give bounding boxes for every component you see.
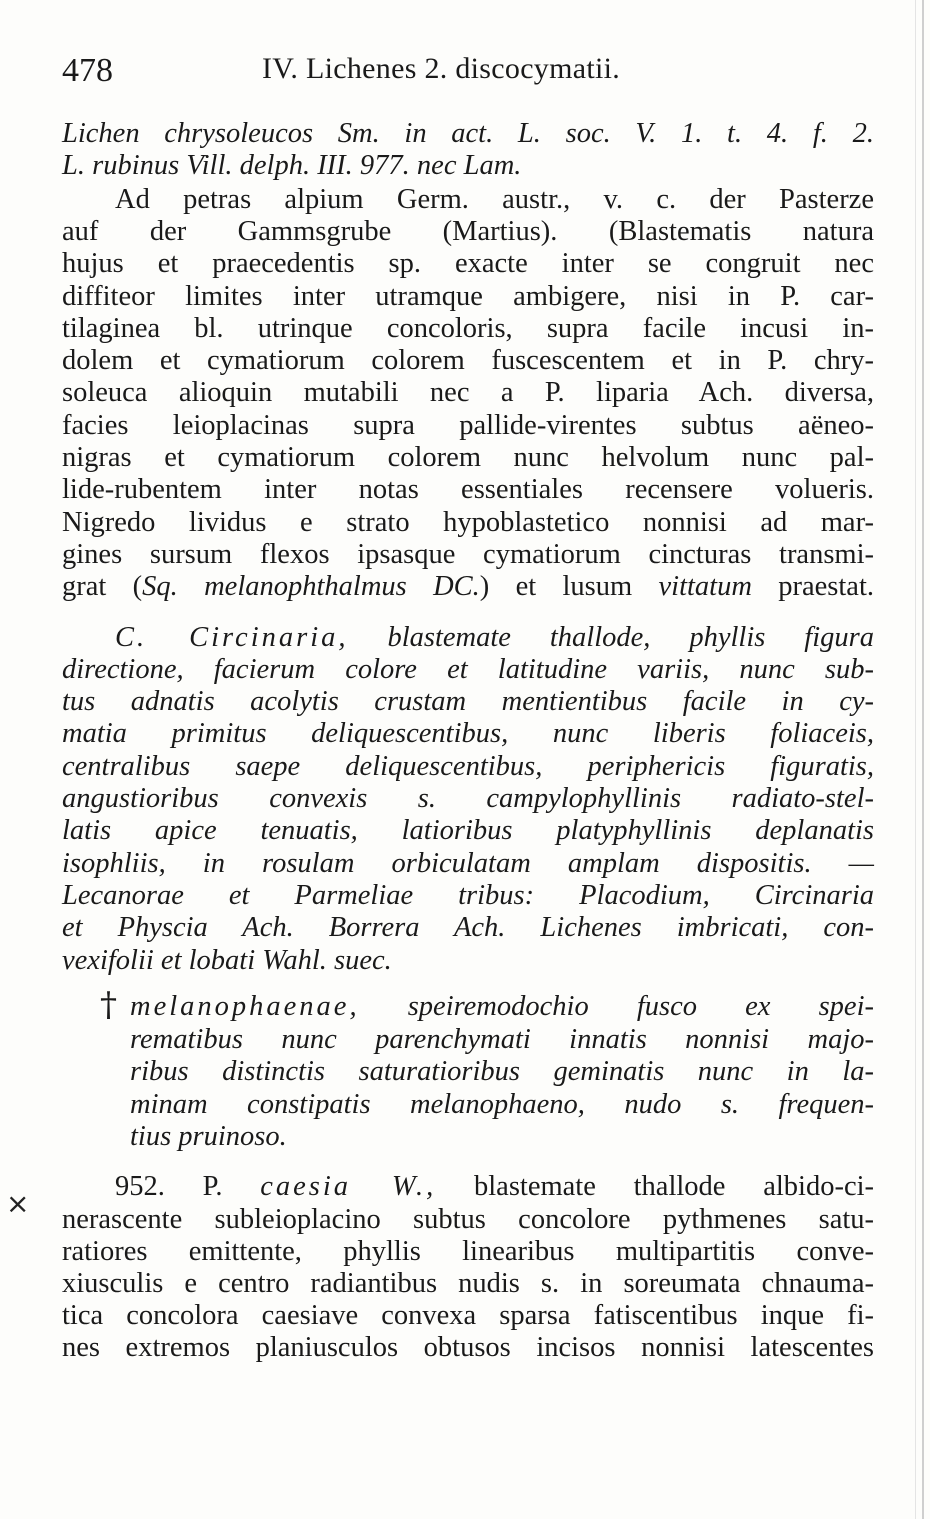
italic-line: rematibus nunc parenchymati innatis nonnisi majo-	[130, 1024, 874, 1055]
page-number: 478	[62, 52, 113, 89]
page-edge	[922, 0, 924, 1519]
synonym-line: Lichen chrysoleucos Sm. in act. L. soc. V. 1. t. 4. f. 2.	[62, 118, 874, 149]
text-run: blastemate thallode albido-ci-	[474, 1171, 875, 1202]
text-run: grat (	[62, 571, 143, 602]
italic-run: blastemate thallode, phyllis figura	[387, 622, 874, 653]
text-line: tica concolora caesiave convexa sparsa fatiscentibus inque fi-	[62, 1300, 874, 1331]
italic-run: speiremodochio fusco ex spei-	[407, 991, 874, 1022]
text-run: praestat.	[778, 571, 874, 602]
italic-line: ribus distinctis saturatioribus geminatis nunc in la-	[130, 1056, 874, 1087]
species-name: caesia W.,	[260, 1171, 437, 1202]
text-line: ratiores emittente, phyllis linearibus multipartitis conve-	[62, 1236, 874, 1267]
section-title: C. Circinaria,	[115, 622, 349, 653]
text-line: hujus et praecedentis sp. exacte inter se congruit nec	[62, 248, 874, 279]
italic-line: isophliis, in rosulam orbiculatam amplam dispositis. —	[62, 848, 874, 879]
text-line: gines sursum flexos ipsasque cymatiorum cincturas transmi-	[62, 539, 874, 570]
text-line: nes extremos planiusculos obtusos incisos nonnisi latescentes	[62, 1332, 874, 1363]
text-line: auf der Gammsgrube (Martius). (Blastematis natura	[62, 216, 874, 247]
italic-line: et Physcia Ach. Borrera Ach. Lichenes imbricati, con-	[62, 912, 874, 943]
text-line: facies leioplacinas supra pallide-virentes subtus aëneo-	[62, 410, 874, 441]
text-line: nerascente subleioplacino subtus concolore pythmenes satu-	[62, 1204, 874, 1235]
italic-line: directione, facierum colore et latitudine variis, nunc sub-	[62, 654, 874, 685]
text-line: dolem et cymatiorum colorem fuscescentem et in P. chry-	[62, 345, 874, 376]
text-line: tilaginea bl. utrinque concoloris, supra facile incusi in-	[62, 313, 874, 344]
text-line: nigras et cymatiorum colorem nunc helvolum nunc pal-	[62, 442, 874, 473]
italic-line: latis apice tenuatis, latioribus platyphyllinis deplanatis	[62, 815, 874, 846]
text-line: Ad petras alpium Germ. austr., v. c. der Pasterze	[115, 184, 874, 215]
italic-line: centralibus saepe deliquescentibus, periphericis figuratis,	[62, 751, 874, 782]
text-line: Nigredo lividus e strato hypoblastetico nonnisi ad mar-	[62, 507, 874, 538]
subsection-title: melanophaenae,	[130, 991, 360, 1022]
margin-mark: ×	[6, 1187, 30, 1220]
dagger-mark: †	[100, 985, 117, 1025]
text-line: soleuca alioquin mutabili nec a P. liparia Ach. diversa,	[62, 377, 874, 408]
italic-line: angustioribus convexis s. campylophyllinis radiato-stel-	[62, 783, 874, 814]
text-line: diffiteor limites inter utramque ambigere, nisi in P. car-	[62, 281, 874, 312]
page-header	[62, 52, 882, 102]
italic-line: tius pruinoso.	[130, 1121, 287, 1152]
text-line-mixed	[62, 571, 874, 603]
italic-line: tus adnatis acolytis crustam mentientibus facile in cy-	[62, 686, 874, 717]
synonym-line: L. rubinus Vill. delph. III. 977. nec Lam.	[62, 150, 522, 181]
italic-line: Lecanorae et Parmeliae tribus: Placodium, Circinaria	[62, 880, 874, 911]
section-heading-line	[115, 622, 874, 654]
italic-line: minam constipatis melanophaeno, nudo s. frequen-	[130, 1089, 874, 1120]
italic-line: matia primitus deliquescentibus, nunc liberis foliaceis,	[62, 718, 874, 749]
page-edge-inner	[915, 0, 916, 1519]
species-number: 952. P.	[115, 1171, 223, 1202]
italic-line: vexifolii et lobati Wahl. suec.	[62, 945, 392, 976]
text-line: xiusculis e centro radiantibus nudis s. in soreumata chnauma-	[62, 1268, 874, 1299]
subsection-heading-line	[130, 991, 874, 1023]
text-line: lide-rubentem inter notas essentiales recensere volueris.	[62, 474, 874, 505]
text-run: ) et lusum	[479, 571, 633, 602]
species-heading-line	[115, 1171, 874, 1203]
italic-run: Sq. melanophthalmus DC.	[142, 571, 480, 602]
running-head: IV. Lichenes 2. discocymatii.	[262, 52, 621, 85]
italic-run: vittatum	[658, 571, 752, 602]
